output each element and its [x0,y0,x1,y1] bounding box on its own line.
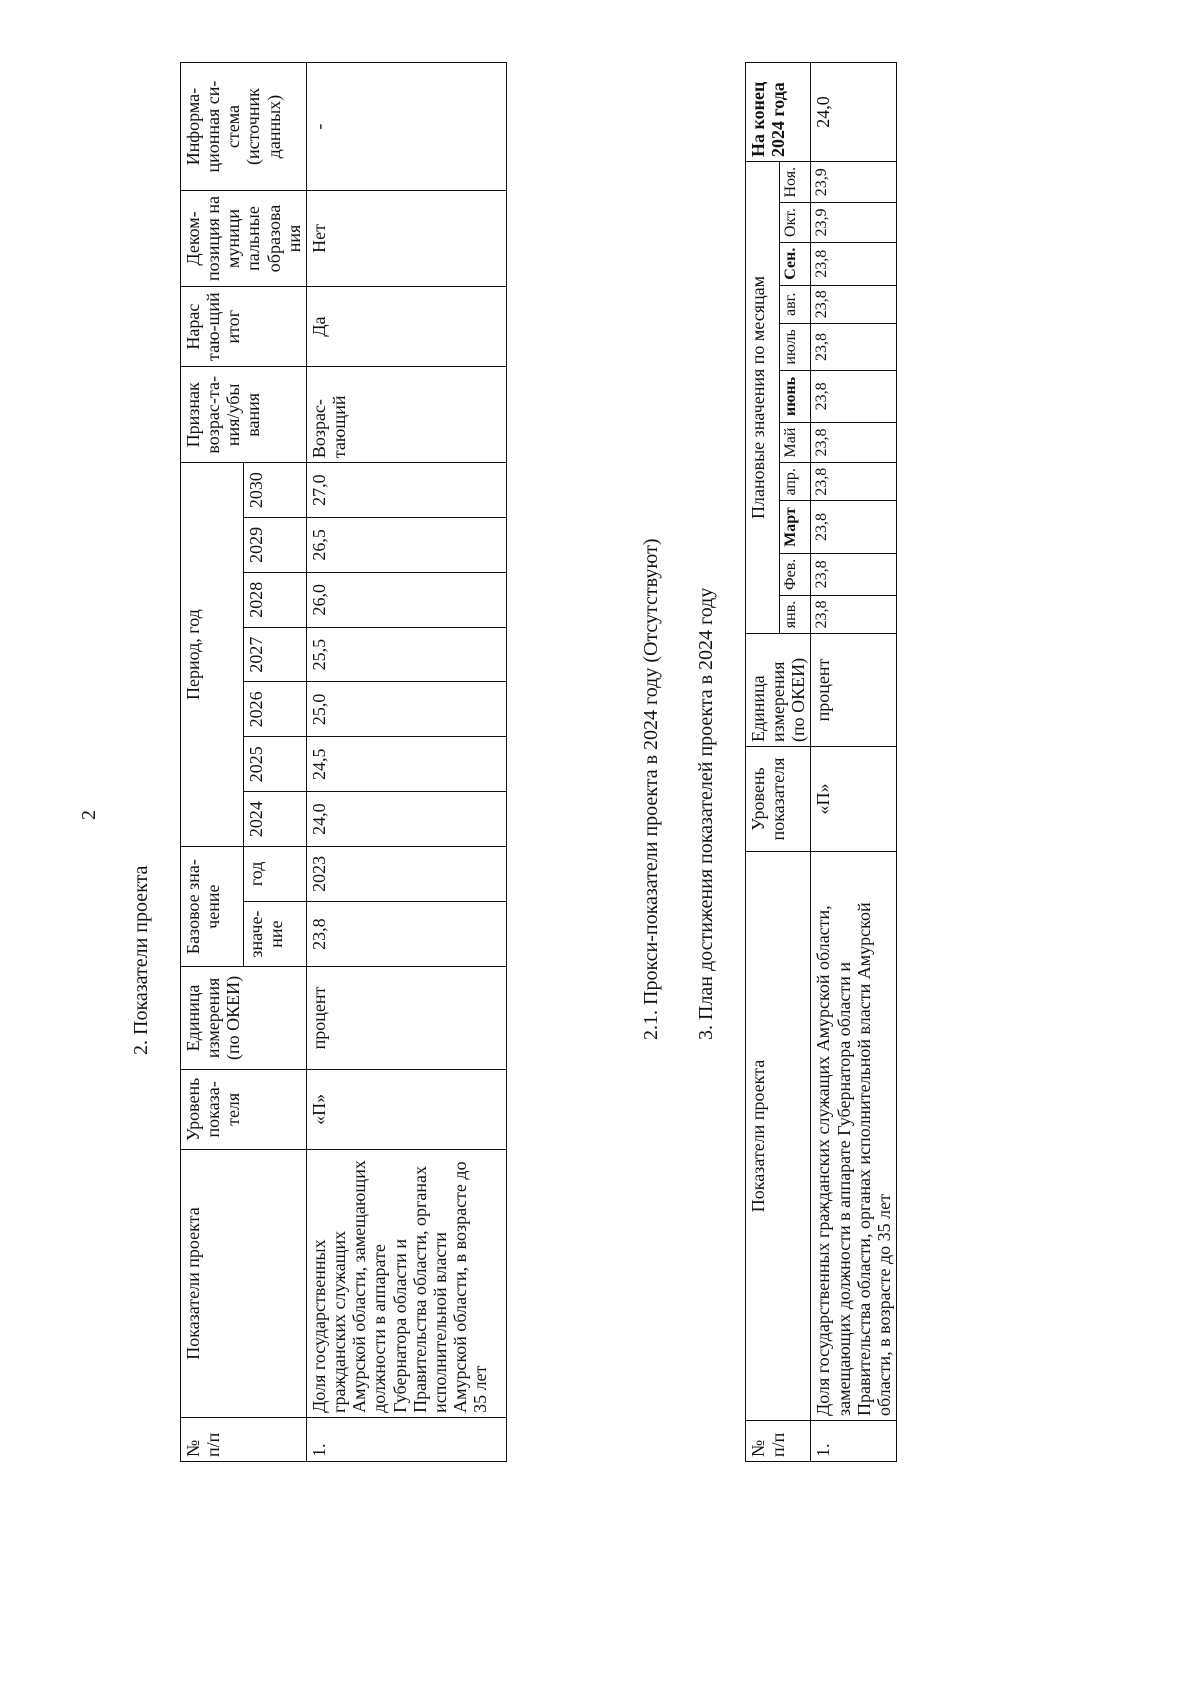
col-year: 2025 [243,737,306,792]
cell-value: 25,0 [306,682,506,737]
cell-indicator: Доля государственных гражданских служащих Амурской области, замещающих должности в аппарате Губернатора области и Правительства области, органах исполнительной власти Амурской области, в возрасте до 35 лет [811,852,897,1421]
page-number: 2 [78,810,100,820]
col-level: Уровень показателя [746,747,811,852]
cell-num: 1. [306,1417,506,1461]
cell-year-end: 24,0 [811,63,897,162]
col-base: Базовое зна-чение [181,846,244,966]
rotated-page [0,40,1040,1640]
cell-month-value: 23,8 [811,463,897,501]
cell-indicator: Доля государственных гражданских служащих Амурской области, замещающих должности в аппарате Губернатора области и Правительства области, органах исполнительной власти Амурской области, в возрасте до 35 лет [306,1150,506,1418]
cell-month-value: 23,9 [811,162,897,203]
table-header-row [746,63,780,1462]
col-year: 2024 [243,792,306,847]
col-month: июль [780,323,811,370]
col-month: Ноя. [780,162,811,203]
cell-month-value: 23,8 [811,371,897,423]
table-row [811,63,897,1462]
cell-decomposition: Нет [306,191,506,287]
col-year: 2028 [243,572,306,627]
cell-value: 24,0 [306,792,506,847]
col-month: янв. [780,595,811,633]
col-month: Фев. [780,553,811,595]
section-2-heading: 2. Показатели проекта [130,865,152,1055]
section-3-heading: 3. План достижения показателей проекта в 2024 году [695,587,717,1040]
col-unit: Единица измерения (по ОКЕИ) [181,967,307,1069]
cell-month-value: 23,8 [811,501,897,553]
cell-unit: процент [306,967,506,1069]
col-year: 2026 [243,682,306,737]
cell-infosystem: - [306,63,506,191]
cell-level: «П» [306,1069,506,1150]
cell-month-value: 23,8 [811,595,897,633]
col-month: Окт. [780,203,811,242]
cell-value: 27,0 [306,463,506,518]
col-year-end: На конец 2024 года [746,63,811,162]
cell-value: 24,5 [306,737,506,792]
plan-table [745,62,897,1462]
col-unit: Единица измерения (по ОКЕИ) [746,634,811,747]
col-indicator: Показатели проекта [746,852,811,1421]
col-num: № п/п [746,1421,811,1462]
cell-value: 25,5 [306,627,506,682]
col-month: июнь [780,371,811,423]
cell-cumulative: Да [306,286,506,367]
cell-value: 26,5 [306,518,506,573]
cell-base-value: 23,8 [306,901,506,967]
cell-value: 26,0 [306,572,506,627]
col-period: Период, год [181,463,244,847]
col-sign: Признак возрас-та-ния/убы вания [181,367,307,463]
col-indicator: Показатели проекта [181,1150,307,1418]
cell-num: 1. [811,1421,897,1462]
col-level: Уровень показа-теля [181,1069,307,1150]
col-month: авг. [780,285,811,323]
col-year: 2029 [243,518,306,573]
col-base-year: год [243,846,306,901]
col-num: № п/п [181,1417,307,1461]
cell-month-value: 23,9 [811,203,897,242]
col-month: апр. [780,463,811,501]
cell-sign: Возрас-тающий [306,367,506,463]
col-year: 2027 [243,627,306,682]
table-row [306,63,506,1462]
cell-month-value: 23,8 [811,242,897,285]
col-decomposition: Деком-позиция на муници пальные образова ния [181,191,307,287]
table-header-row [181,63,244,1462]
cell-unit: процент [811,634,897,747]
cell-month-value: 23,8 [811,285,897,323]
cell-level: «П» [811,747,897,852]
cell-month-value: 23,8 [811,553,897,595]
section-2-1-heading: 2.1. Прокси-показатели проекта в 2024 году (Отсутствуют) [640,538,662,1040]
cell-month-value: 23,8 [811,323,897,370]
col-infosystem: Информа-ционная си-стема (источник данных) [181,63,307,191]
col-monthly: Плановые значения по месяцам [746,162,780,634]
col-cumulative: Нарас таю-щий итог [181,286,307,367]
col-month: Май [780,422,811,462]
col-year: 2030 [243,463,306,518]
indicators-table [180,62,507,1462]
cell-month-value: 23,8 [811,422,897,462]
col-month: Сен. [780,242,811,285]
col-base-value: значе-ние [243,901,306,967]
cell-base-year: 2023 [306,846,506,901]
col-month: Март [780,501,811,553]
